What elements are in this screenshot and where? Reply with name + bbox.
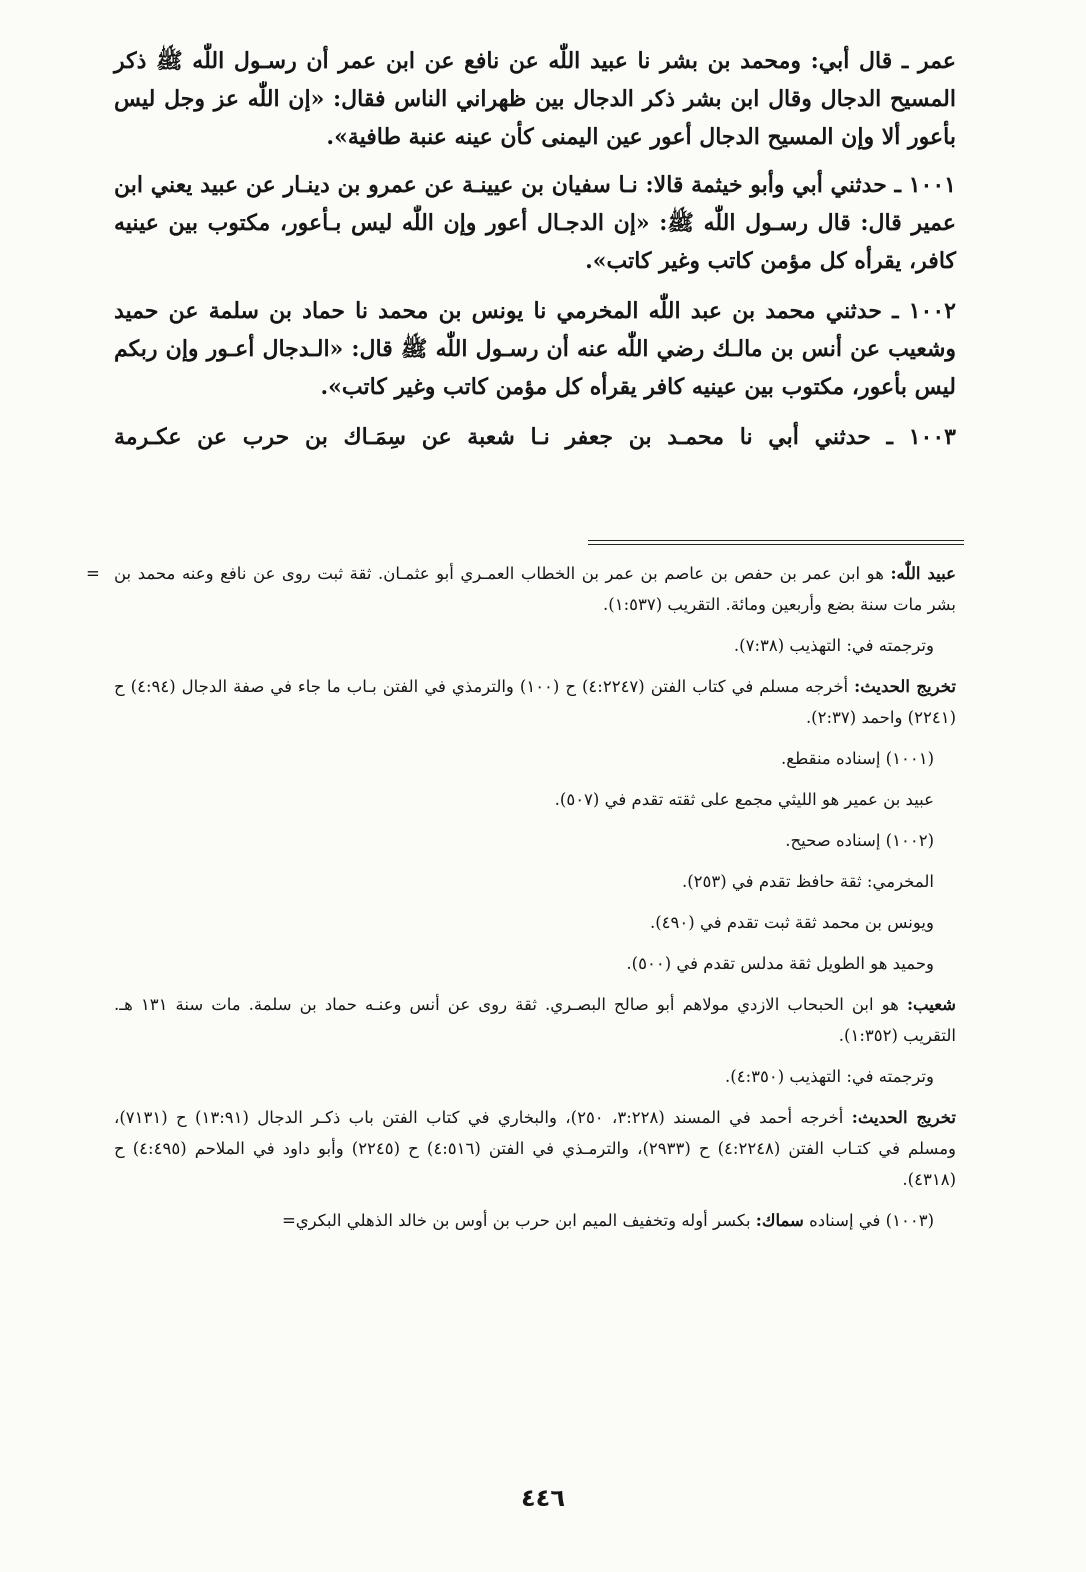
footnote-text: أخرجه أحمد في المسند (٣:٢٢٨، ٢٥٠)، والبخاري في كتاب الفتن باب ذكـر الدجال (١٣:٩١) ح (٧١٣١)، ومسلم في كتـاب الفتن (٤:٢٢٤٨) ح (٢٩٣٣)، والترمـذي في الفتن (٤:٥١٦) ح (٢٢٤٥) وأبو داود في الملاحم (٤:٤٩٥) ح (٤٣١٨).: [114, 1108, 957, 1189]
footnote-takhrij-1: [114, 671, 956, 733]
footnotes: [86, 558, 957, 1246]
footnote-text: بكسر أوله وتخفيف الميم ابن حرب بن أوس بن خالد الذهلي البكري=: [281, 1211, 756, 1230]
footnote-separator: [588, 540, 964, 545]
footnote-text: (١٠٠٣) في إسناده: [803, 1211, 934, 1230]
footnote-shuaib: [114, 989, 956, 1051]
hadith-1001: ١٠٠١ ـ حدثني أبي وأبو خيثمة قالا: نـا سفيان بن عيينـة عن عمرو بن دينـار عن عبيد يعني ابن عمير قال: قال رسـول اللّٰه ﷺ: «إن الدجـال أعور وإن اللّٰه ليس بـأعور، مكتوب بين عينيه كافر، يقرأه كل مؤمن كاتب وغير كاتب».: [114, 172, 956, 274]
footnote-label: تخريج الحديث:: [854, 677, 956, 696]
footnote-label: شعيب:: [906, 995, 956, 1014]
footnote-line: ويونس بن محمد ثقة ثبت تقدم في (٤٩٠).: [649, 913, 934, 932]
footnote-simak: [114, 1205, 956, 1236]
hadith-1003: ١٠٠٣ ـ حدثني أبي نا محمـد بن جعفر نـا شعبة عن سِمَـاك بن حرب عن عكـرمة: [114, 424, 956, 450]
footnote-label: سماك:: [755, 1211, 804, 1230]
page-number: ٤٤٦: [521, 1484, 565, 1512]
hadith-paragraph: عمر ـ قال أبي: ومحمد بن بشر نا عبيد اللّٰه عن نافع عن ابن عمر أن رسـول اللّٰه ﷺ ذكر المسيح الدجال وقال ابن بشر ذكر الدجال بين ظهراني الناس فقال: «إن اللّٰه عز وجل ليس بأعور ألا وإن المسيح الدجال أعور عين اليمنى كأن عينه عنبة طافية».: [114, 48, 956, 150]
footnote-line: وترجمته في: التهذيب (٤:٣٥٠).: [725, 1067, 934, 1086]
footnote-takhrij-2: [114, 1102, 956, 1195]
footnote-line: المخرمي: ثقة حافظ تقدم في (٢٥٣).: [681, 872, 934, 891]
footnote-text: هو ابن الحبحاب الازدي مولاهم أبو صالح البصـري. ثقة روى عن أنس وعنـه حماد بن سلمة. مات سنة ١٣١ هـ. التقريب (١:٣٥٢).: [114, 995, 956, 1045]
footnote-line: (١٠٠٢) إسناده صحيح.: [785, 831, 934, 850]
footnote-label: تخريج الحديث:: [851, 1108, 956, 1127]
hadith-1002: ١٠٠٢ ـ حدثني محمد بن عبد اللّٰه المخرمي نا يونس بن محمد نا حماد بن سلمة عن حميد وشعيب عن أنس بن مالـك رضي اللّٰه عنه أن رسـول اللّٰه ﷺ قال: «الـدجال أعـور وإن ربكم ليس بأعور، مكتوب بين عينيه كافر يقرأه كل مؤمن كاتب وغير كاتب».: [114, 298, 956, 400]
footnote-line: وترجمته في: التهذيب (٧:٣٨).: [733, 636, 934, 655]
footnote-line: وحميد هو الطويل ثقة مدلس تقدم في (٥٠٠).: [626, 954, 934, 973]
continuation-mark: =: [86, 564, 100, 583]
footnote-text: أخرجه مسلم في كتاب الفتن (٤:٢٢٤٧) ح (١٠٠) والترمذي في الفتن بـاب ما جاء في صفة الدجال (٤:٩٤) ح (٢٢٤١) واحمد (٢:٣٧).: [114, 677, 956, 727]
footnote-ubaidullah: [86, 558, 956, 620]
footnote-line: (١٠٠١) إسناده منقطع.: [781, 749, 934, 768]
main-text: [114, 42, 956, 468]
footnote-text: هو ابن عمر بن حفص بن عاصم بن عمر بن الخطاب العمـري أبو عثمـان. ثقة ثبت روى عن نافع وعنه محمد بن بشر مات سنة بضع وأربعين ومائة. التقريب (١:٥٣٧).: [114, 564, 956, 614]
footnote-label: عبيد اللّٰه:: [890, 564, 956, 583]
footnote-line: عبيد بن عمير هو الليثي مجمع على ثقته تقدم في (٥٠٧).: [554, 790, 934, 809]
